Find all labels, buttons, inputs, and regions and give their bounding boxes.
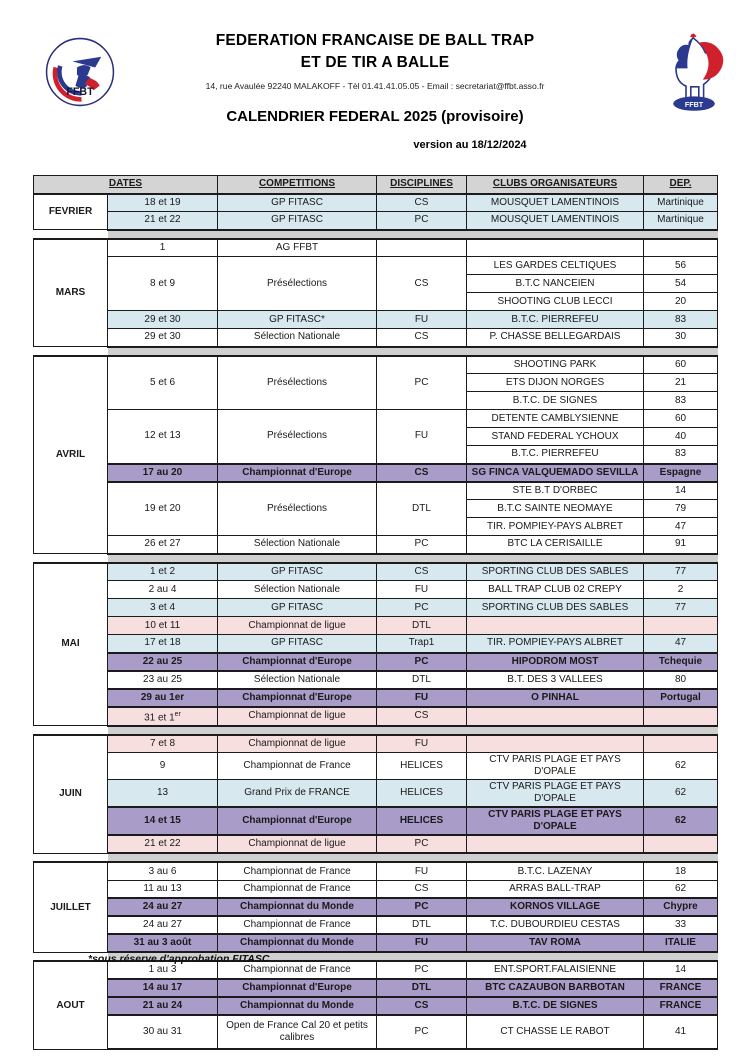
- cell-dep: ITALIE: [644, 934, 718, 952]
- cell-club: ETS DIJON NORGES: [467, 374, 644, 392]
- cell-club: STE B.T D'ORBEC: [467, 482, 644, 500]
- cell-club: CT CHASSE LE RABOT: [467, 1015, 644, 1049]
- cell-club: SHOOTING CLUB LECCI: [467, 293, 644, 311]
- cell-club: ARRAS BALL-TRAP: [467, 880, 644, 898]
- cell-discipline: FU: [377, 581, 467, 599]
- table-row: [34, 410, 718, 428]
- cell-dates: 22 au 25: [108, 653, 218, 671]
- cell-club: BTC LA CERISAILLE: [467, 536, 644, 554]
- cell-discipline: PC: [377, 653, 467, 671]
- cell-dep: 54: [644, 275, 718, 293]
- cell-discipline: CS: [377, 997, 467, 1015]
- table-row: [34, 835, 718, 853]
- cell-club: SG FINCA VALQUEMADO SEVILLA: [467, 464, 644, 482]
- cell-club: B.T.C SAINTE NEOMAYE: [467, 500, 644, 518]
- version-label: version au 18/12/2024: [413, 139, 527, 151]
- column-header-disciplines: [377, 176, 467, 194]
- cell-competition: Open de France Cal 20 et petits calibres: [218, 1015, 377, 1049]
- cell-dep: [644, 707, 718, 726]
- cell-dep: 21: [644, 374, 718, 392]
- cell-competition: Championnat de France: [218, 880, 377, 898]
- cell-dates: 10 et 11: [108, 617, 218, 635]
- cell-dep: 18: [644, 862, 718, 880]
- calendar-table: [33, 175, 718, 1050]
- document-header: [0, 0, 750, 160]
- cell-dep: 41: [644, 1015, 718, 1049]
- cell-dates: 17 et 18: [108, 635, 218, 653]
- table-row: [34, 194, 718, 212]
- table-row: [34, 916, 718, 934]
- header-row: [34, 176, 718, 194]
- cell-competition: GP FITASC: [218, 599, 377, 617]
- table-row: [34, 880, 718, 898]
- cell-club: [467, 617, 644, 635]
- cell-discipline: Trap1: [377, 635, 467, 653]
- cell-dates: 17 au 20: [108, 464, 218, 482]
- cell-discipline: CS: [377, 563, 467, 581]
- cell-competition: Championnat d'Europe: [218, 653, 377, 671]
- cell-dep: 62: [644, 807, 718, 835]
- table-row: [34, 212, 718, 230]
- cell-discipline: DTL: [377, 671, 467, 689]
- title-block: [0, 30, 750, 125]
- cell-dates: 3 et 4: [108, 599, 218, 617]
- cell-dep: [644, 835, 718, 853]
- month-separator: [34, 230, 718, 239]
- cell-dates: 5 et 6: [108, 356, 218, 410]
- page-title: CALENDRIER FEDERAL 2025 (provisoire): [226, 108, 524, 125]
- cell-dep: 14: [644, 482, 718, 500]
- cell-dates: 1 et 2: [108, 563, 218, 581]
- cell-dates: 29 et 30: [108, 329, 218, 347]
- cell-dep: 14: [644, 961, 718, 979]
- cell-club: MOUSQUET LAMENTINOIS: [467, 194, 644, 212]
- cell-discipline: CS: [377, 464, 467, 482]
- cell-competition: GP FITASC: [218, 212, 377, 230]
- column-header-clubs-label: CLUBS ORGANISATEURS: [492, 178, 618, 190]
- cell-discipline: PC: [377, 599, 467, 617]
- month-separator: [34, 853, 718, 862]
- cell-competition: Sélection Nationale: [218, 536, 377, 554]
- footnote: *sous réserve d'approbation FITASC: [88, 953, 270, 965]
- cell-discipline: DTL: [377, 979, 467, 997]
- cell-dep: 77: [644, 563, 718, 581]
- cell-discipline: PC: [377, 356, 467, 410]
- cell-discipline: CS: [377, 880, 467, 898]
- cell-club: BALL TRAP CLUB 02 CREPY: [467, 581, 644, 599]
- month-label: JUIN: [34, 735, 108, 854]
- federation-name-line1: FEDERATION FRANCAISE DE BALL TRAP: [215, 32, 535, 49]
- cell-dates: 14 et 15: [108, 807, 218, 835]
- month-label: JUILLET: [34, 862, 108, 952]
- table-row: [34, 464, 718, 482]
- table-row: [34, 979, 718, 997]
- month-separator-band: [108, 726, 718, 735]
- cell-competition: Championnat d'Europe: [218, 689, 377, 707]
- cell-dates: 29 et 30: [108, 311, 218, 329]
- cell-discipline: PC: [377, 835, 467, 853]
- cell-discipline: FU: [377, 311, 467, 329]
- cell-dates: 7 et 8: [108, 735, 218, 753]
- cell-club: [467, 239, 644, 257]
- cell-discipline: PC: [377, 536, 467, 554]
- table-row: [34, 689, 718, 707]
- month-label: MARS: [34, 239, 108, 347]
- month-separator-band: [108, 554, 718, 563]
- cell-dep: 47: [644, 518, 718, 536]
- table-row: [34, 997, 718, 1015]
- month-label: AVRIL: [34, 356, 108, 554]
- month-separator-spacer: [34, 726, 108, 735]
- cell-dates: 13: [108, 780, 218, 808]
- cell-dep: 2: [644, 581, 718, 599]
- cell-competition: Championnat de ligue: [218, 735, 377, 753]
- cell-discipline: [377, 239, 467, 257]
- cell-dep: [644, 239, 718, 257]
- cell-club: CTV PARIS PLAGE ET PAYS D'OPALE: [467, 780, 644, 808]
- cell-discipline: DTL: [377, 916, 467, 934]
- cell-dep: [644, 617, 718, 635]
- table-row: [34, 807, 718, 835]
- cell-club: P. CHASSE BELLEGARDAIS: [467, 329, 644, 347]
- cell-club: O PINHAL: [467, 689, 644, 707]
- cell-club: DETENTE CAMBLYSIENNE: [467, 410, 644, 428]
- cell-dates: 23 au 25: [108, 671, 218, 689]
- svg-text:FFBT: FFBT: [66, 85, 94, 98]
- cell-dep: 77: [644, 599, 718, 617]
- cell-competition: Championnat d'Europe: [218, 807, 377, 835]
- column-header-disciplines-label: DISCIPLINES: [390, 178, 453, 190]
- cell-competition: Sélection Nationale: [218, 329, 377, 347]
- cell-club: B.T.C. PIERREFEU: [467, 311, 644, 329]
- cell-dates: 9: [108, 753, 218, 780]
- table-row: [34, 707, 718, 726]
- month-separator-band: [108, 230, 718, 239]
- month-separator-band: [108, 347, 718, 356]
- table-row: [34, 780, 718, 808]
- cell-competition: Présélections: [218, 482, 377, 536]
- column-header-dep: [644, 176, 718, 194]
- cell-discipline: DTL: [377, 617, 467, 635]
- cell-competition: Championnat d'Europe: [218, 464, 377, 482]
- month-separator-band: [108, 853, 718, 862]
- cell-competition: Présélections: [218, 410, 377, 464]
- cell-dep: Portugal: [644, 689, 718, 707]
- cell-club: T.C. DUBOURDIEU CESTAS: [467, 916, 644, 934]
- cell-dep: 80: [644, 671, 718, 689]
- table-row: [34, 536, 718, 554]
- cell-discipline: PC: [377, 1015, 467, 1049]
- column-header-dates-label: DATES: [108, 178, 143, 190]
- cell-competition: Championnat de France: [218, 753, 377, 780]
- table-row: [34, 1015, 718, 1049]
- cell-dep: FRANCE: [644, 979, 718, 997]
- cell-dates: 14 au 17: [108, 979, 218, 997]
- cell-dates: 1 au 3: [108, 961, 218, 979]
- cell-dates: 30 au 31: [108, 1015, 218, 1049]
- cell-discipline: PC: [377, 212, 467, 230]
- cell-discipline: FU: [377, 735, 467, 753]
- cell-competition: GP FITASC: [218, 635, 377, 653]
- table-row: [34, 898, 718, 916]
- cell-discipline: HELICES: [377, 807, 467, 835]
- cell-discipline: FU: [377, 934, 467, 952]
- cell-dep: 62: [644, 880, 718, 898]
- cell-dates: 26 et 27: [108, 536, 218, 554]
- cell-competition: Championnat de ligue: [218, 617, 377, 635]
- cell-dep: 60: [644, 356, 718, 374]
- cell-discipline: CS: [377, 707, 467, 726]
- cell-dates: 12 et 13: [108, 410, 218, 464]
- cell-club: B.T.C. LAZENAY: [467, 862, 644, 880]
- table-row: [34, 581, 718, 599]
- table-row: [34, 635, 718, 653]
- cell-competition: AG FFBT: [218, 239, 377, 257]
- dates-superscript: er: [174, 710, 181, 718]
- cell-dates: 8 et 9: [108, 257, 218, 311]
- month-separator: [34, 726, 718, 735]
- month-separator-spacer: [34, 853, 108, 862]
- table-row: [34, 653, 718, 671]
- cell-club: TIR. POMPIEY-PAYS ALBRET: [467, 635, 644, 653]
- cell-dep: 62: [644, 753, 718, 780]
- cell-club: MOUSQUET LAMENTINOIS: [467, 212, 644, 230]
- table-row: [34, 563, 718, 581]
- cell-club: ENT.SPORT.FALAISIENNE: [467, 961, 644, 979]
- cell-club: SPORTING CLUB DES SABLES: [467, 563, 644, 581]
- cell-discipline: DTL: [377, 482, 467, 536]
- cell-dep: 79: [644, 500, 718, 518]
- cell-dates: 24 au 27: [108, 898, 218, 916]
- cell-club: CTV PARIS PLAGE ET PAYS D'OPALE: [467, 807, 644, 835]
- cell-discipline: CS: [377, 329, 467, 347]
- table-row: [34, 862, 718, 880]
- cell-dates: 18 et 19: [108, 194, 218, 212]
- cell-competition: Championnat du Monde: [218, 934, 377, 952]
- cell-club: B.T.C. DE SIGNES: [467, 392, 644, 410]
- cell-discipline: CS: [377, 257, 467, 311]
- cell-club: CTV PARIS PLAGE ET PAYS D'OPALE: [467, 753, 644, 780]
- cell-dep: 33: [644, 916, 718, 934]
- month-separator-spacer: [34, 347, 108, 356]
- cell-competition: Championnat du Monde: [218, 898, 377, 916]
- cell-competition: Sélection Nationale: [218, 581, 377, 599]
- federation-name-line2: ET DE TIR A BALLE: [300, 54, 450, 71]
- cell-club: [467, 835, 644, 853]
- cell-dates: 21 au 24: [108, 997, 218, 1015]
- cell-discipline: FU: [377, 410, 467, 464]
- cell-dep: 91: [644, 536, 718, 554]
- cell-discipline: FU: [377, 689, 467, 707]
- cell-dates: 19 et 20: [108, 482, 218, 536]
- svg-text:FFBT: FFBT: [684, 99, 704, 109]
- table-row: [34, 934, 718, 952]
- table-header: [34, 176, 718, 194]
- table-row: [34, 617, 718, 635]
- cell-dates: 21 et 22: [108, 835, 218, 853]
- column-header-clubs: [467, 176, 644, 194]
- cell-club: KORNOS VILLAGE: [467, 898, 644, 916]
- cell-dep: [644, 735, 718, 753]
- cell-discipline: CS: [377, 194, 467, 212]
- cell-club: B.T. DES 3 VALLEES: [467, 671, 644, 689]
- table-body: [34, 194, 718, 1050]
- cell-club: STAND FEDERAL YCHOUX: [467, 428, 644, 446]
- cell-club: SHOOTING PARK: [467, 356, 644, 374]
- cell-competition: Championnat de France: [218, 862, 377, 880]
- table-row: [34, 329, 718, 347]
- table-row: [34, 671, 718, 689]
- cell-club: B.T.C. PIERREFEU: [467, 446, 644, 464]
- month-separator-spacer: [34, 230, 108, 239]
- cell-dep: Martinique: [644, 212, 718, 230]
- column-header-competitions: [218, 176, 377, 194]
- table-row: [34, 356, 718, 374]
- cell-dep: Espagne: [644, 464, 718, 482]
- month-label: AOUT: [34, 961, 108, 1049]
- cell-dates: 1: [108, 239, 218, 257]
- cell-club: [467, 707, 644, 726]
- column-header-dates: [34, 176, 218, 194]
- cell-competition: Sélection Nationale: [218, 671, 377, 689]
- cell-dep: FRANCE: [644, 997, 718, 1015]
- cell-competition: Présélections: [218, 356, 377, 410]
- cell-competition: Présélections: [218, 257, 377, 311]
- cell-competition: Grand Prix de FRANCE: [218, 780, 377, 808]
- cell-dates: 31 au 3 août: [108, 934, 218, 952]
- cell-dep: Tchequie: [644, 653, 718, 671]
- cell-dep: 47: [644, 635, 718, 653]
- table-row: [34, 239, 718, 257]
- cell-dep: 20: [644, 293, 718, 311]
- cell-discipline: PC: [377, 898, 467, 916]
- cell-dep: Martinique: [644, 194, 718, 212]
- month-separator: [34, 554, 718, 563]
- cell-dates: 24 au 27: [108, 916, 218, 934]
- cell-discipline: HELICES: [377, 780, 467, 808]
- cell-competition: Championnat de France: [218, 961, 377, 979]
- table-row: [34, 257, 718, 275]
- cell-dates: 21 et 22: [108, 212, 218, 230]
- cell-competition: Championnat de France: [218, 916, 377, 934]
- cell-dates: 2 au 4: [108, 581, 218, 599]
- cell-competition: GP FITASC: [218, 563, 377, 581]
- cell-dates: 31 et 1er: [108, 707, 218, 726]
- cell-competition: GP FITASC*: [218, 311, 377, 329]
- month-label: FEVRIER: [34, 194, 108, 230]
- month-separator-spacer: [34, 554, 108, 563]
- table-row: [34, 599, 718, 617]
- table-row: [34, 735, 718, 753]
- table-row: [34, 753, 718, 780]
- cell-dep: 30: [644, 329, 718, 347]
- cell-competition: Championnat du Monde: [218, 997, 377, 1015]
- column-header-dep-label: DEP.: [669, 178, 692, 190]
- cell-dep: Chypre: [644, 898, 718, 916]
- column-header-competitions-label: COMPETITIONS: [258, 178, 336, 190]
- cell-dates: 29 au 1er: [108, 689, 218, 707]
- table-row: [34, 311, 718, 329]
- cell-competition: Championnat d'Europe: [218, 979, 377, 997]
- cell-dep: 60: [644, 410, 718, 428]
- cell-club: LES GARDES CELTIQUES: [467, 257, 644, 275]
- cell-discipline: HELICES: [377, 753, 467, 780]
- calendar-sheet: [33, 175, 717, 1050]
- month-label: MAI: [34, 563, 108, 726]
- cell-discipline: FU: [377, 862, 467, 880]
- month-separator: [34, 347, 718, 356]
- cell-club: BTC CAZAUBON BARBOTAN: [467, 979, 644, 997]
- cell-competition: GP FITASC: [218, 194, 377, 212]
- cell-dep: 83: [644, 392, 718, 410]
- cell-club: [467, 735, 644, 753]
- cell-competition: Championnat de ligue: [218, 707, 377, 726]
- cell-dates: 11 au 13: [108, 880, 218, 898]
- cell-competition: Championnat de ligue: [218, 835, 377, 853]
- cell-club: B.T.C NANCEIEN: [467, 275, 644, 293]
- cell-dep: 62: [644, 780, 718, 808]
- cell-dep: 40: [644, 428, 718, 446]
- cell-club: TIR. POMPIEY-PAYS ALBRET: [467, 518, 644, 536]
- cell-club: HIPODROM MOST: [467, 653, 644, 671]
- cell-club: TAV ROMA: [467, 934, 644, 952]
- cell-discipline: PC: [377, 961, 467, 979]
- cell-club: B.T.C. DE SIGNES: [467, 997, 644, 1015]
- cell-club: SPORTING CLUB DES SABLES: [467, 599, 644, 617]
- cell-dep: 83: [644, 446, 718, 464]
- table-row: [34, 482, 718, 500]
- cell-dep: 83: [644, 311, 718, 329]
- cell-dep: 56: [644, 257, 718, 275]
- cell-dates: 3 au 6: [108, 862, 218, 880]
- federation-address: 14, rue Avaulée 92240 MALAKOFF - Tèl 01.41.41.05.05 - Email : secretariat@ffbt.asso.fr: [205, 81, 545, 91]
